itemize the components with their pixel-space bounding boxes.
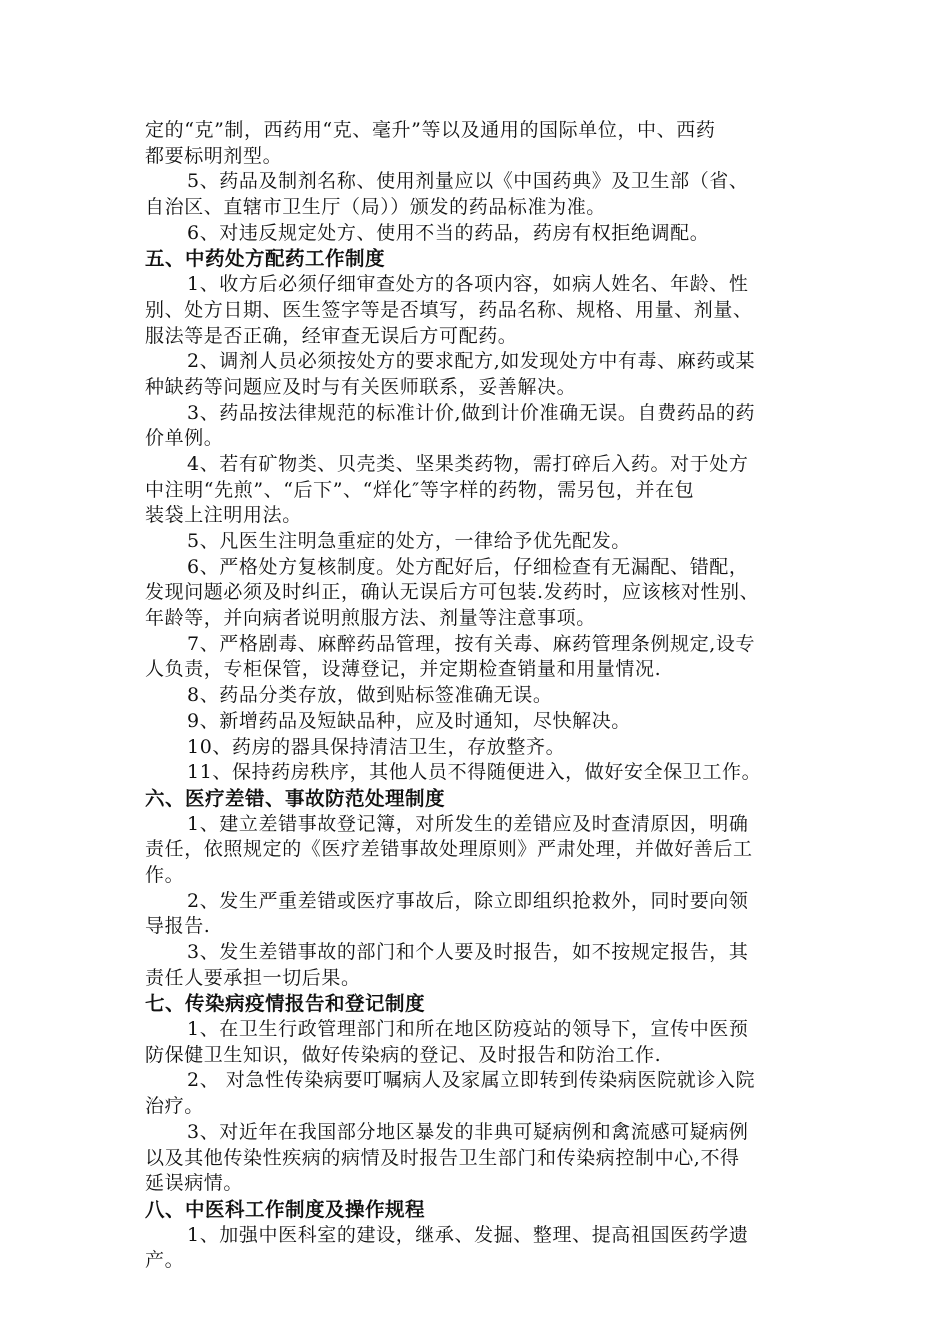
paragraph-line: 10、药房的器具保持清洁卫生，存放整齐。: [187, 735, 566, 758]
paragraph-line: 5、药品及制剂名称、使用剂量应以《中国药典》及卫生部（省、: [187, 170, 749, 193]
paragraph: [145, 221, 843, 247]
paragraph: [145, 349, 843, 400]
paragraph-line: 别、处方日期、医生签字等是否填写，药品名称、规格、用量、剂量、: [145, 298, 753, 321]
paragraph: [145, 1120, 843, 1197]
paragraph-line: 1、在卫生行政管理部门和所在地区防疫站的领导下，宣传中医预: [187, 1018, 749, 1041]
paragraph-line: 5、凡医生注明急重症的处方，一律给予优先配发。: [187, 530, 631, 552]
paragraph-line: 都要标明剂型。: [145, 144, 283, 167]
paragraph-line: 产。: [145, 1249, 185, 1272]
paragraph-line: 3、对近年在我国部分地区暴发的非典可疑病例和禽流感可疑病例: [187, 1120, 749, 1143]
paragraph-line: 导报告.: [145, 915, 211, 938]
paragraph-line: 中注明“先煎”、“后下”、“烊化″等字样的药物，需另包，并在包: [145, 478, 695, 501]
paragraph-line: 2、发生严重差错或医疗事故后，除立即组织抢救外，同时要向领: [187, 889, 749, 912]
paragraph-line: 以及其他传染性疾病的病情及时报告卫生部门和传染病控制中心,不得: [145, 1146, 740, 1169]
section-heading: 五、中药处方配药工作制度: [145, 247, 386, 271]
paragraph: [145, 632, 843, 683]
paragraph-line: 人负责，专柜保管，设薄登记，并定期检查销量和用量情况.: [145, 658, 662, 681]
paragraph-line: 3、发生差错事故的部门和个人要及时报告，如不按规定报告，其: [187, 941, 749, 963]
paragraph-line: 8、药品分类存放，做到贴标签准确无误。: [187, 684, 553, 707]
paragraph: [145, 760, 843, 786]
paragraph: [145, 812, 843, 889]
paragraph-line: 1、收方后必须仔细审查处方的各项内容，如病人姓名、年龄、性: [187, 273, 749, 296]
paragraph: [145, 169, 843, 220]
paragraph: [145, 889, 843, 940]
paragraph-line: 定的“克”制，西药用“克、毫升”等以及通用的国际单位，中、西药: [145, 119, 716, 141]
paragraph-line: 年龄等，并向病者说明煎服方法、剂量等注意事项。: [145, 607, 596, 630]
paragraph-line: 种缺药等问题应及时与有关医师联系，妥善解决。: [145, 375, 577, 398]
paragraph: [145, 1068, 843, 1119]
paragraph-line: 自治区、直辖市卫生厅（局））颁发的药品标准为准。: [145, 196, 606, 219]
paragraph-line: 6、严格处方复核制度。处方配好后，仔细检查有无漏配、错配，: [187, 555, 749, 578]
paragraph-line: 延误病情。: [145, 1172, 244, 1195]
paragraph: [145, 272, 843, 349]
paragraph: [145, 118, 843, 169]
paragraph-line: 发现问题必须及时纠正，确认无误后方可包装.发药时，应该核对性别、: [145, 581, 760, 604]
paragraph-line: 作。: [145, 863, 185, 886]
paragraph-line: 装袋上注明用法。: [145, 504, 302, 527]
paragraph: [145, 555, 843, 632]
paragraph-line: 7、严格剧毒、麻醉药品管理，按有关毒、麻药管理条例规定,设专: [187, 632, 756, 655]
section-heading: 六、医疗差错、事故防范处理制度: [145, 786, 446, 810]
section-heading: 七、传染病疫情报告和登记制度: [145, 992, 426, 1016]
paragraph-line: 1、建立差错事故登记簿，对所发生的差错应及时查清原因，明确: [187, 812, 749, 835]
paragraph-line: 2、 对急性传染病要叮嘱病人及家属立即转到传染病医院就诊入院: [187, 1069, 756, 1092]
section-heading: 八、中医科工作制度及操作规程: [145, 1197, 426, 1221]
paragraph-line: 责任人要承担一切后果。: [145, 966, 361, 989]
paragraph-line: 价单例。: [145, 427, 224, 450]
paragraph-line: 4、若有矿物类、贝壳类、坚果类药物，需打碎后入药。对于处方: [187, 452, 749, 475]
paragraph-line: 3、药品按法律规范的标准计价,做到计价准确无误。自费药品的药: [187, 401, 756, 424]
paragraph: [145, 709, 843, 735]
paragraph: [145, 529, 843, 555]
paragraph: [145, 940, 843, 991]
paragraph-line: 11、保持药房秩序，其他人员不得随便进入，做好安全保卫工作。: [187, 761, 762, 784]
paragraph: [145, 401, 843, 452]
paragraph: [145, 1017, 843, 1068]
paragraph: [145, 1223, 843, 1274]
paragraph: [145, 683, 843, 709]
paragraph-line: 9、新增药品及短缺品种，应及时通知，尽快解决。: [187, 709, 631, 732]
paragraph-line: 1、加强中医科室的建设，继承、发掘、整理、提高祖国医药学遗: [187, 1223, 749, 1246]
paragraph-line: 服法等是否正确，经审查无误后方可配药。: [145, 324, 518, 347]
paragraph: [145, 735, 843, 761]
paragraph-line: 6、对违反规定处方、使用不当的药品，药房有权拒绝调配。: [187, 221, 710, 244]
paragraph-line: 2、调剂人员必须按处方的要求配方,如发现处方中有毒、麻药或某: [187, 350, 756, 373]
paragraph-line: 治疗。: [145, 1095, 204, 1118]
paragraph-line: 责任，依照规定的《医疗差错事故处理原则》严肃处理，并做好善后工: [145, 838, 753, 861]
paragraph-line: 防保健卫生知识，做好传染病的登记、及时报告和防治工作.: [145, 1043, 662, 1066]
document-page: [145, 118, 843, 1274]
paragraph: [145, 452, 843, 529]
